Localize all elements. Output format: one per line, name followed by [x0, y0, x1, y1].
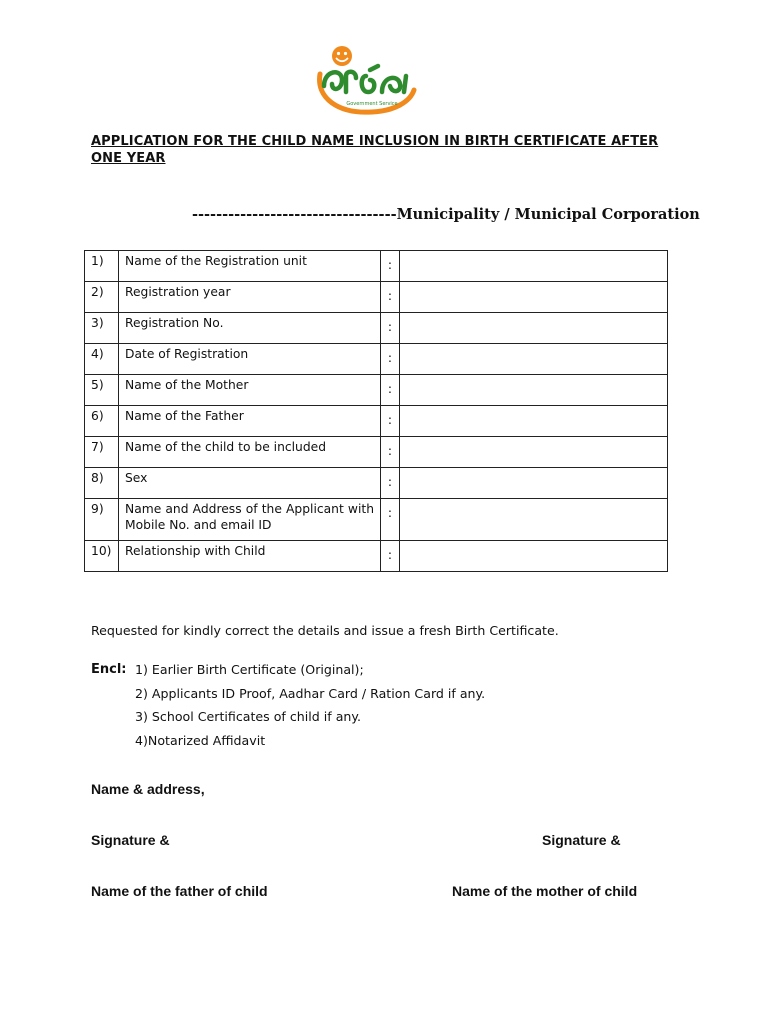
- colon-separator: :: [381, 541, 400, 572]
- table-row: [85, 437, 668, 468]
- table-row: [85, 468, 668, 499]
- father-name-label: Name of the father of child: [91, 883, 268, 899]
- enclosure-item: 4)Notarized Affidavit: [135, 733, 266, 748]
- field-value-child-name[interactable]: [400, 437, 668, 468]
- name-address-label: Name & address,: [91, 781, 205, 797]
- signature-left-label: Signature &: [91, 832, 170, 848]
- field-value-registration-unit[interactable]: [400, 251, 668, 282]
- colon-separator: :: [381, 437, 400, 468]
- field-label: Name of the Father: [119, 406, 381, 437]
- colon-separator: :: [381, 375, 400, 406]
- field-value-registration-year[interactable]: [400, 282, 668, 313]
- row-number: 10): [85, 541, 119, 572]
- row-number: 8): [85, 468, 119, 499]
- logo-tagline: Government Service: [346, 101, 398, 107]
- colon-separator: :: [381, 344, 400, 375]
- colon-separator: :: [381, 313, 400, 344]
- field-value-relationship[interactable]: [400, 541, 668, 572]
- enclosure-item: 3) School Certificates of child if any.: [135, 709, 362, 724]
- field-label: Name and Address of the Applicant with Mobile No. and email ID: [119, 499, 381, 541]
- smiley-face-icon: [332, 46, 352, 66]
- enclosure-item: 1) Earlier Birth Certificate (Original);: [135, 662, 364, 677]
- field-label: Name of the Mother: [119, 375, 381, 406]
- mother-name-label: Name of the mother of child: [452, 883, 638, 899]
- field-value-father-name[interactable]: [400, 406, 668, 437]
- form-title: APPLICATION FOR THE CHILD NAME INCLUSION IN BIRTH CERTIFICATE AFTER ONE YEAR: [91, 134, 659, 166]
- table-row: [85, 406, 668, 437]
- field-value-mother-name[interactable]: [400, 375, 668, 406]
- table-row: [85, 282, 668, 313]
- field-label: Registration No.: [119, 313, 381, 344]
- field-value-date-of-registration[interactable]: [400, 344, 668, 375]
- row-number: 4): [85, 344, 119, 375]
- enclosure-item: 2) Applicants ID Proof, Aadhar Card / Ration Card if any.: [135, 686, 486, 701]
- municipality-line: ----------------------------------Municipality / Municipal Corporation: [192, 206, 700, 223]
- table-row: [85, 541, 668, 572]
- field-label: Name of the child to be included: [119, 437, 381, 468]
- row-number: 6): [85, 406, 119, 437]
- colon-separator: :: [381, 468, 400, 499]
- colon-separator: :: [381, 282, 400, 313]
- enclosures-label: Encl:: [91, 662, 127, 677]
- telugu-lettering: [324, 66, 406, 92]
- field-label: Registration year: [119, 282, 381, 313]
- row-number: 9): [85, 499, 119, 541]
- row-number: 7): [85, 437, 119, 468]
- mee-seva-logo: [312, 40, 422, 120]
- mee-seva-logo-graphic: [312, 40, 422, 120]
- row-number: 2): [85, 282, 119, 313]
- table-row: [85, 375, 668, 406]
- colon-separator: :: [381, 251, 400, 282]
- table-row: [85, 251, 668, 282]
- signature-right-label: Signature &: [542, 832, 621, 848]
- table-row: [85, 313, 668, 344]
- field-label: Date of Registration: [119, 344, 381, 375]
- colon-separator: :: [381, 406, 400, 437]
- colon-separator: :: [381, 499, 400, 541]
- row-number: 5): [85, 375, 119, 406]
- field-label: Relationship with Child: [119, 541, 381, 572]
- field-value-sex[interactable]: [400, 468, 668, 499]
- row-number: 1): [85, 251, 119, 282]
- field-label: Name of the Registration unit: [119, 251, 381, 282]
- field-value-registration-no[interactable]: [400, 313, 668, 344]
- table-row: [85, 499, 668, 541]
- application-details-table: [84, 250, 668, 572]
- table-row: [85, 344, 668, 375]
- request-statement: Requested for kindly correct the details and issue a fresh Birth Certificate.: [91, 623, 559, 638]
- field-value-applicant-details[interactable]: [400, 499, 668, 541]
- row-number: 3): [85, 313, 119, 344]
- field-label: Sex: [119, 468, 381, 499]
